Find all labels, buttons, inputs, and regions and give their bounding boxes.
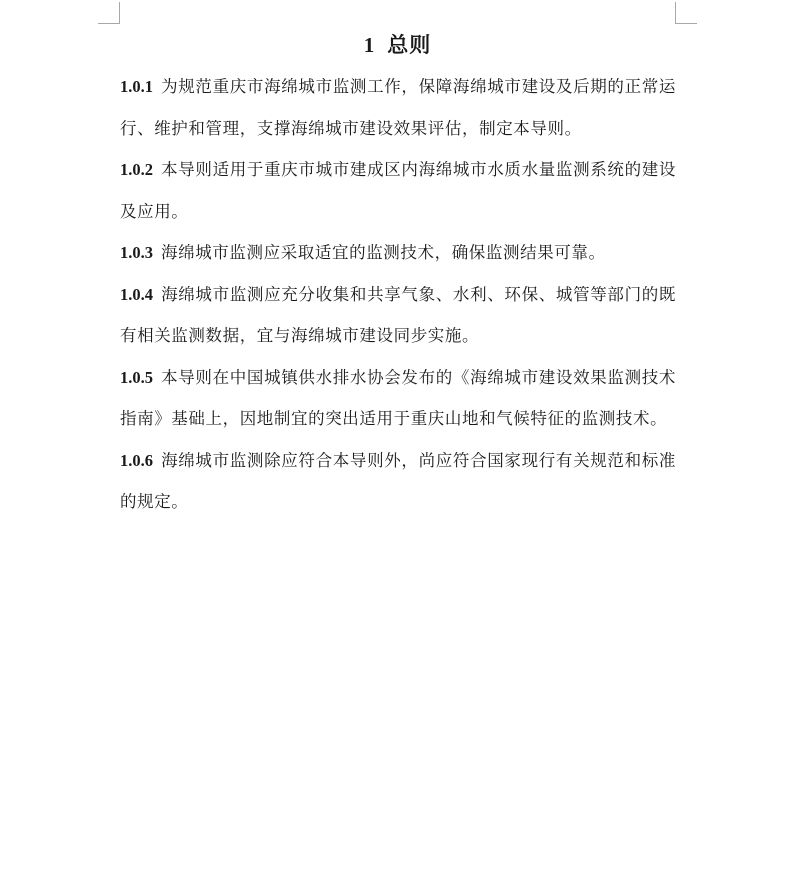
- clause-1-0-3: [120, 232, 676, 274]
- document-body: [120, 66, 676, 523]
- chapter-number: 1: [363, 33, 376, 57]
- clause-text: 本导则在中国城镇供水排水协会发布的《海绵城市建设效果监测技术指南》基础上，因地制宜的突出适用于重庆山地和气候特征的监测技术。: [120, 367, 676, 428]
- clause-1-0-5: [120, 357, 676, 440]
- clause-1-0-6: [120, 440, 676, 523]
- chapter-heading: [0, 29, 795, 61]
- clause-text: 为规范重庆市海绵城市监测工作，保障海绵城市建设及后期的正常运行、维护和管理，支撑海绵城市建设效果评估，制定本导则。: [120, 77, 676, 138]
- clause-1-0-1: [120, 66, 676, 149]
- clause-number: 1.0.6: [120, 450, 153, 470]
- clause-text: 海绵城市监测应充分收集和共享气象、水利、环保、城管等部门的既有相关监测数据，宜与海绵城市建设同步实施。: [120, 284, 676, 345]
- clause-number: 1.0.5: [120, 367, 153, 387]
- clause-1-0-4: [120, 274, 676, 357]
- clause-text: 海绵城市监测除应符合本导则外，尚应符合国家现行有关规范和标准的规定。: [120, 450, 676, 511]
- chapter-title: 总则: [387, 33, 432, 57]
- clause-number: 1.0.4: [120, 284, 153, 304]
- crop-mark-top-left: [98, 2, 120, 24]
- crop-mark-top-right: [675, 2, 697, 24]
- clause-number: 1.0.2: [120, 160, 153, 179]
- clause-1-0-2: [120, 149, 676, 232]
- clause-text: 海绵城市监测应采取适宜的监测技术，确保监测结果可靠。: [161, 243, 606, 262]
- clause-number: 1.0.3: [120, 243, 153, 262]
- clause-text: 本导则适用于重庆市城市建成区内海绵城市水质水量监测系统的建设及应用。: [120, 160, 676, 221]
- clause-number: 1.0.1: [120, 77, 153, 96]
